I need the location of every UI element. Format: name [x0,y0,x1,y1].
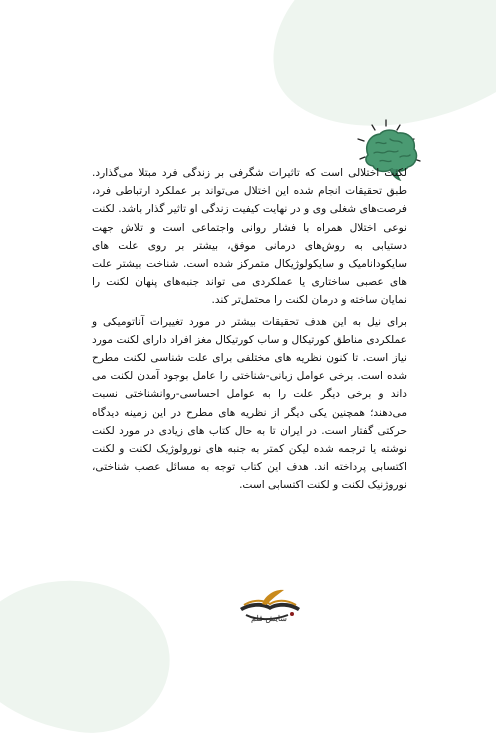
logo-text: سایش قلم [251,614,287,623]
book-quill-logo [232,588,306,624]
paragraph-1: لکنت اختلالی است که تاثیرات شگرفی بر زندگی فرد مبتلا می‌گذارد. طبق تحقیقات انجام شده این اختلال می‌تواند بر عملکرد ارتباطی فرد، فرصت‌های شغلی وی و در نهایت کیفیت زندگی او تاثیر گذار باشد. لکنت نوعی اختلال همراه با فشار روانی واجتماعی است و تلاش جهت دستیابی به روش‌های درمانی موفق، بیشتر بر روی علت های سایکودانامیک و سایکولوژیکال متمرکز شده است. شناخت بیشتر علت های عصبی ساختاری یا عملکردی می تواند جنبه‌های پنهان لکنت را نمایان ساخته و درمان لکنت را محتمل‌تر کند. [92,167,407,307]
decorative-blob-bottom [0,567,179,743]
paragraph-2: برای نیل به این هدف تحقیقات بیشتر در مورد تغییرات آناتومیکی و عملکردی مناطق کورتیکال و ساب کورتیکال مغز افراد دارای لکنت مورد نیاز است. تا کنون نظریه های مختلفی برای علت شناسی لکنت مطرح شده است. برخی عوامل زبانی-شناختی را عامل بوجود آمدن لکنت می داند و برخی دیگر علت را به عوامل احساسی-روانشناختی نسبت می‌دهند؛ همچنین یکی دیگر از نظریه های مطرح در این زمینه دیدگاه حرکتی گفتار است. در ایران تا به حال کتاب های زیادی در مورد لکنت نوشته یا ترجمه شده لیکن کمتر به جنبه های نورولوژیک لکنت و لکنت اکتسابی پرداخته اند. هدف این کتاب توجه به مسائل عصب شناختی، نوروژنیک لکنت و لکنت اکتسابی است. [92,315,407,492]
body-text [92,164,407,495]
